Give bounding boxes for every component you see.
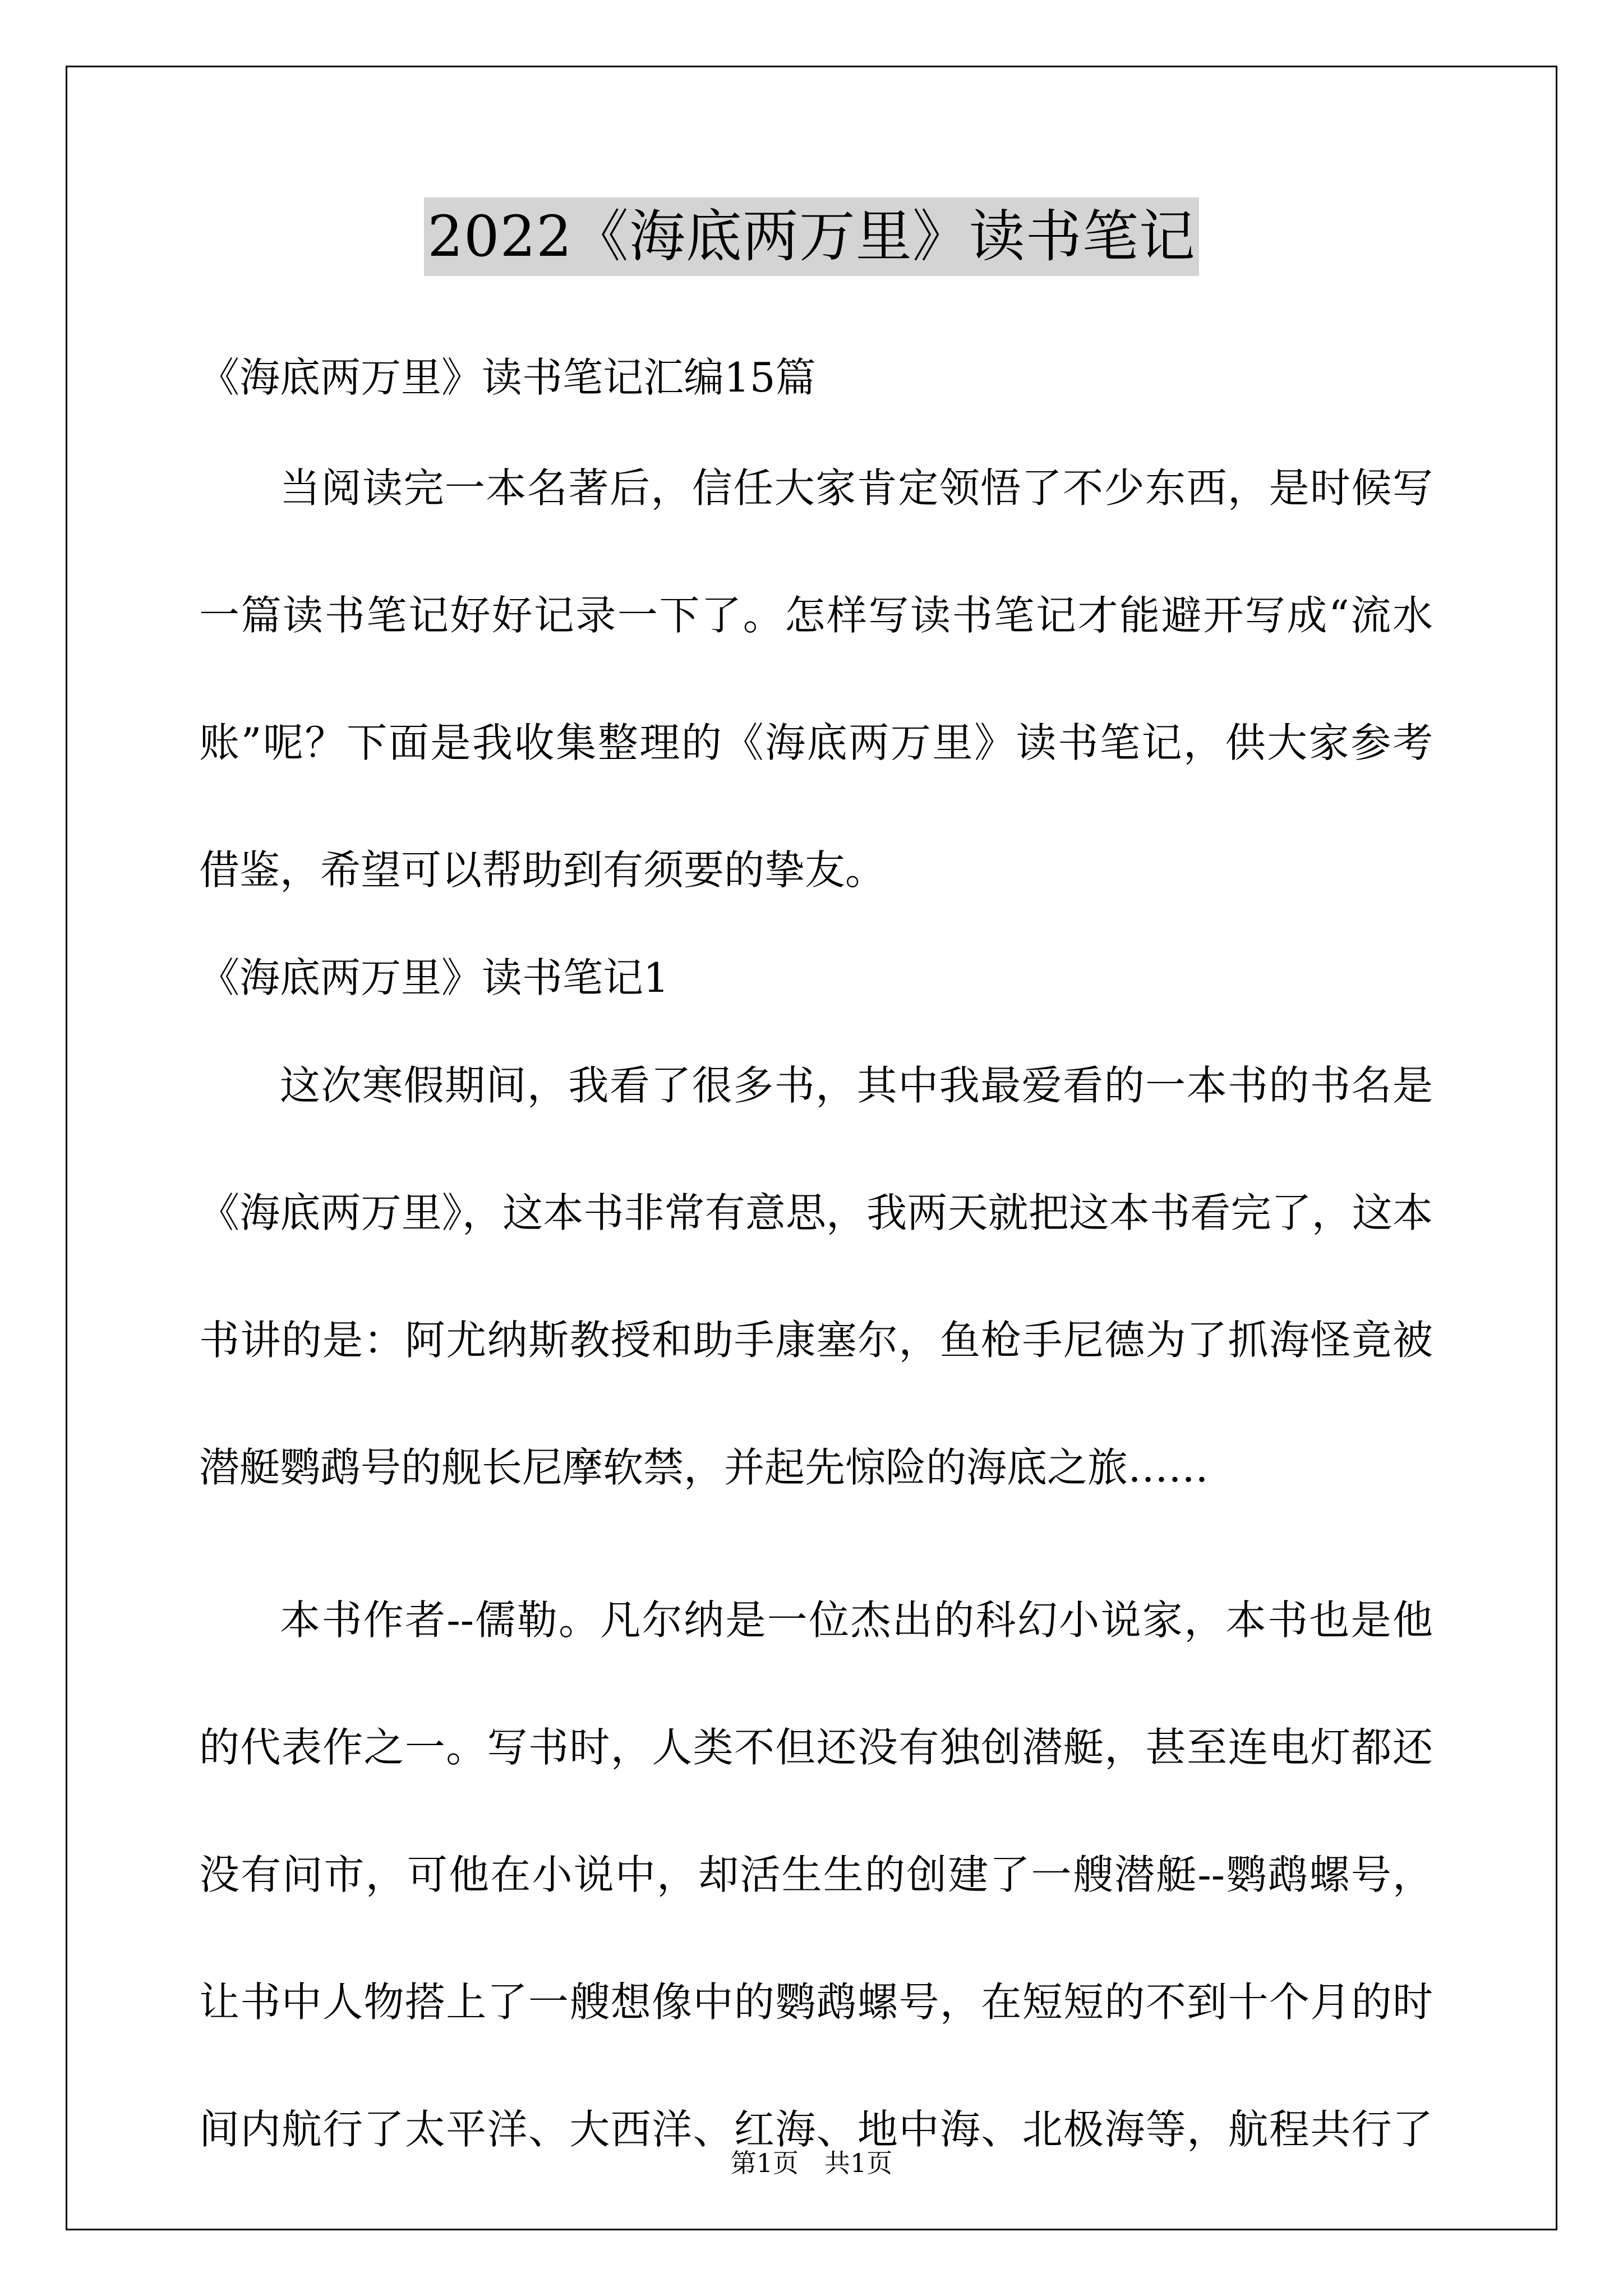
page-footer: 第1页 共1页 [730, 2148, 893, 2178]
paragraph-line: 间内航行了太平洋、大西洋、红海、地中海、北极海等，航程共行了 [199, 2106, 1433, 2153]
paragraph-line: 这次寒假期间，我看了很多书，其中我最爱看的一本书的书名是 [280, 1062, 1433, 1109]
paragraph-line: 书讲的是：阿尤纳斯教授和助手康塞尔，鱼枪手尼德为了抓海怪竟被 [199, 1317, 1433, 1364]
document-subtitle: 《海底两万里》读书笔记汇编15篇 [199, 354, 816, 401]
intro-paragraph [199, 460, 1433, 969]
paragraph-line: 的代表作之一。写书时，人类不但还没有独创潜艇，甚至连电灯都还 [199, 1724, 1433, 1771]
section-1-paragraph-1 [199, 1057, 1433, 1567]
paragraph-line: 一篇读书笔记好好记录一下了。怎样写读书笔记才能避开写成“流水 [199, 592, 1433, 639]
section-1-paragraph-2 [199, 1592, 1433, 2229]
paragraph-line: 本书作者--儒勒。凡尔纳是一位杰出的科幻小说家，本书也是他 [280, 1596, 1433, 1644]
paragraph-line: 《海底两万里》，这本书非常有意思，我两天就把这本书看完了，这本 [199, 1189, 1433, 1236]
paragraph-line: 没有问市，可他在小说中，却活生生的创建了一艘潜艇--鹦鹉螺号， [199, 1851, 1433, 1898]
paragraph-line: 账”呢？下面是我收集整理的《海底两万里》读书笔记，供大家参考 [199, 719, 1433, 766]
paragraph-line: 当阅读完一本名著后，信任大家肯定领悟了不少东西，是时候写 [280, 464, 1433, 512]
title-wrap [0, 197, 1623, 276]
paragraph-line: 借鉴，希望可以帮助到有须要的挚友。 [199, 846, 886, 894]
paragraph-line: 潜艇鹦鹉号的舰长尼摩软禁，并起先惊险的海底之旅…… [199, 1444, 1209, 1491]
section-heading: 《海底两万里》读书笔记1 [199, 954, 669, 1001]
document-title: 2022《海底两万里》读书笔记 [424, 197, 1199, 276]
paragraph-line: 让书中人物搭上了一艘想像中的鹦鹉螺号，在短短的不到十个月的时 [199, 1978, 1433, 2026]
